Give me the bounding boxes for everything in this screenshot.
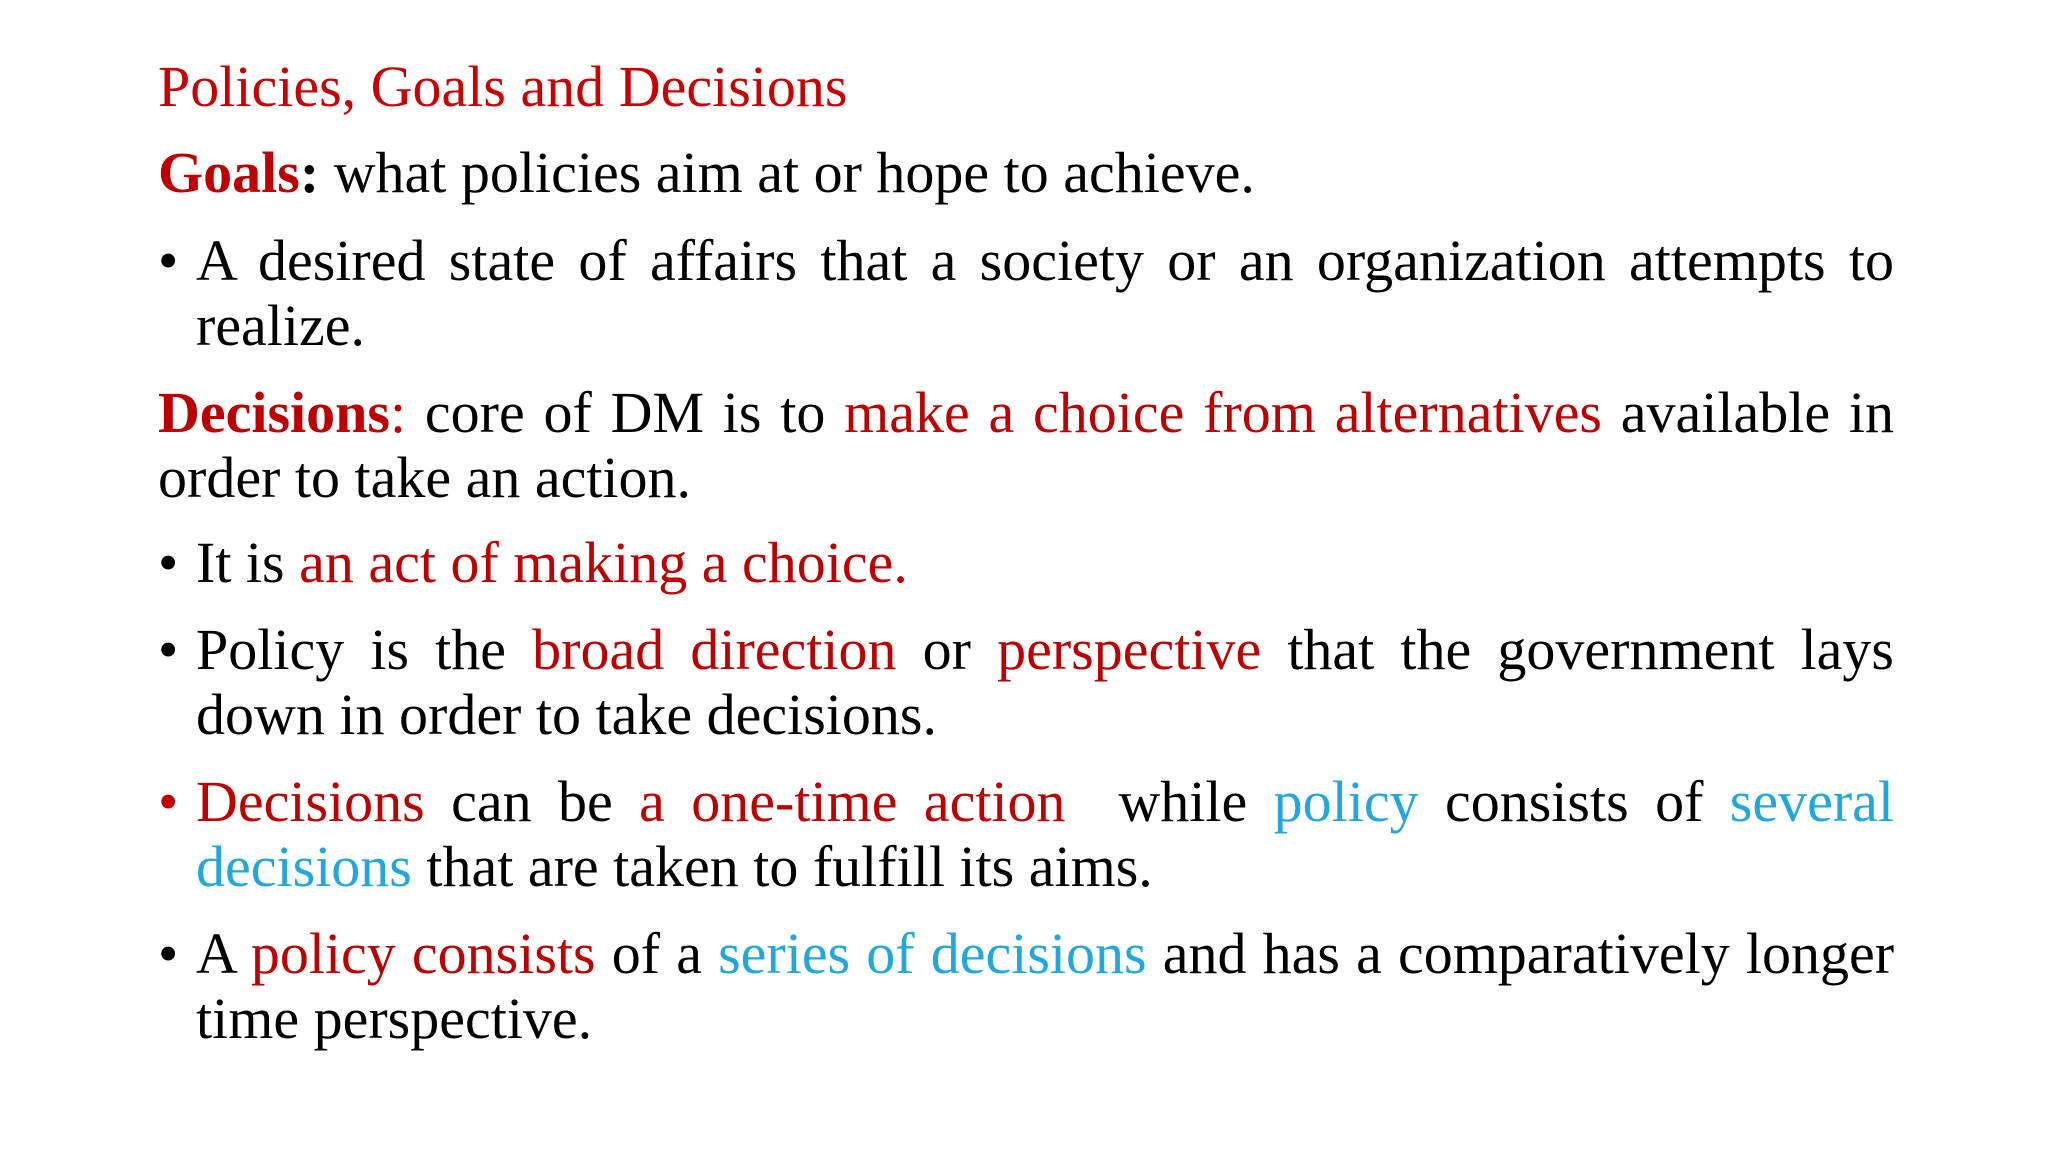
decisions-text-end: available in order to take an action. bbox=[158, 380, 1894, 510]
bullet-item-desired-state bbox=[158, 228, 1894, 358]
goals-definition bbox=[158, 140, 1894, 205]
decisions-definition bbox=[158, 380, 1894, 510]
bullet-text: It is an act of making a choice. bbox=[196, 530, 908, 595]
bullet-text: Decisions can be a one-time action while policy consists of several decisions that are taken to fulfill its aims. bbox=[196, 769, 1895, 899]
bullet-text: A policy consists of a series of decisions and has a comparatively longer time perspective. bbox=[196, 921, 1895, 1051]
bullet-text: A desired state of affairs that a society or an organization attempts to realize. bbox=[196, 228, 1894, 358]
highlight-blue: policy bbox=[1273, 769, 1419, 834]
goals-term: Goals bbox=[158, 140, 300, 205]
decisions-text: core of DM is to bbox=[406, 380, 845, 445]
highlight-blue: several decisions bbox=[196, 769, 1895, 899]
bullet-dot-icon: • bbox=[158, 530, 179, 595]
bullet-dot-icon: • bbox=[158, 228, 179, 293]
bullet-text: Policy is the broad direction or perspective that the government lays down in order to take decisions. bbox=[196, 617, 1894, 747]
highlight-red: perspective bbox=[997, 617, 1262, 682]
goals-colon: : bbox=[299, 140, 320, 205]
bullet-item-act-of-choice bbox=[158, 530, 1894, 595]
highlight-blue: series of decisions bbox=[718, 921, 1147, 986]
decisions-highlight: make a choice from alternatives bbox=[844, 380, 1603, 445]
bullet-item-policy-direction bbox=[158, 617, 1894, 747]
highlight-red: Decisions bbox=[196, 769, 425, 834]
highlight-red: policy consists bbox=[250, 921, 596, 986]
highlight-red: a one-time action bbox=[639, 769, 1066, 834]
bullet-item-decisions-vs-policy bbox=[158, 769, 1894, 899]
decisions-term: Decisions bbox=[158, 380, 390, 445]
slide-title: Policies, Goals and Decisions bbox=[158, 54, 848, 119]
goals-definition-text: what policies aim at or hope to achieve. bbox=[319, 140, 1255, 205]
decisions-colon: : bbox=[390, 380, 407, 445]
bullet-dot-icon: • bbox=[158, 921, 179, 986]
highlight-red: broad direction bbox=[532, 617, 897, 682]
bullet-dot-icon: • bbox=[158, 617, 179, 682]
highlight-red: an act of making a choice. bbox=[299, 530, 908, 595]
bullet-dot-icon: • bbox=[158, 769, 179, 834]
bullet-item-policy-series bbox=[158, 921, 1894, 1051]
